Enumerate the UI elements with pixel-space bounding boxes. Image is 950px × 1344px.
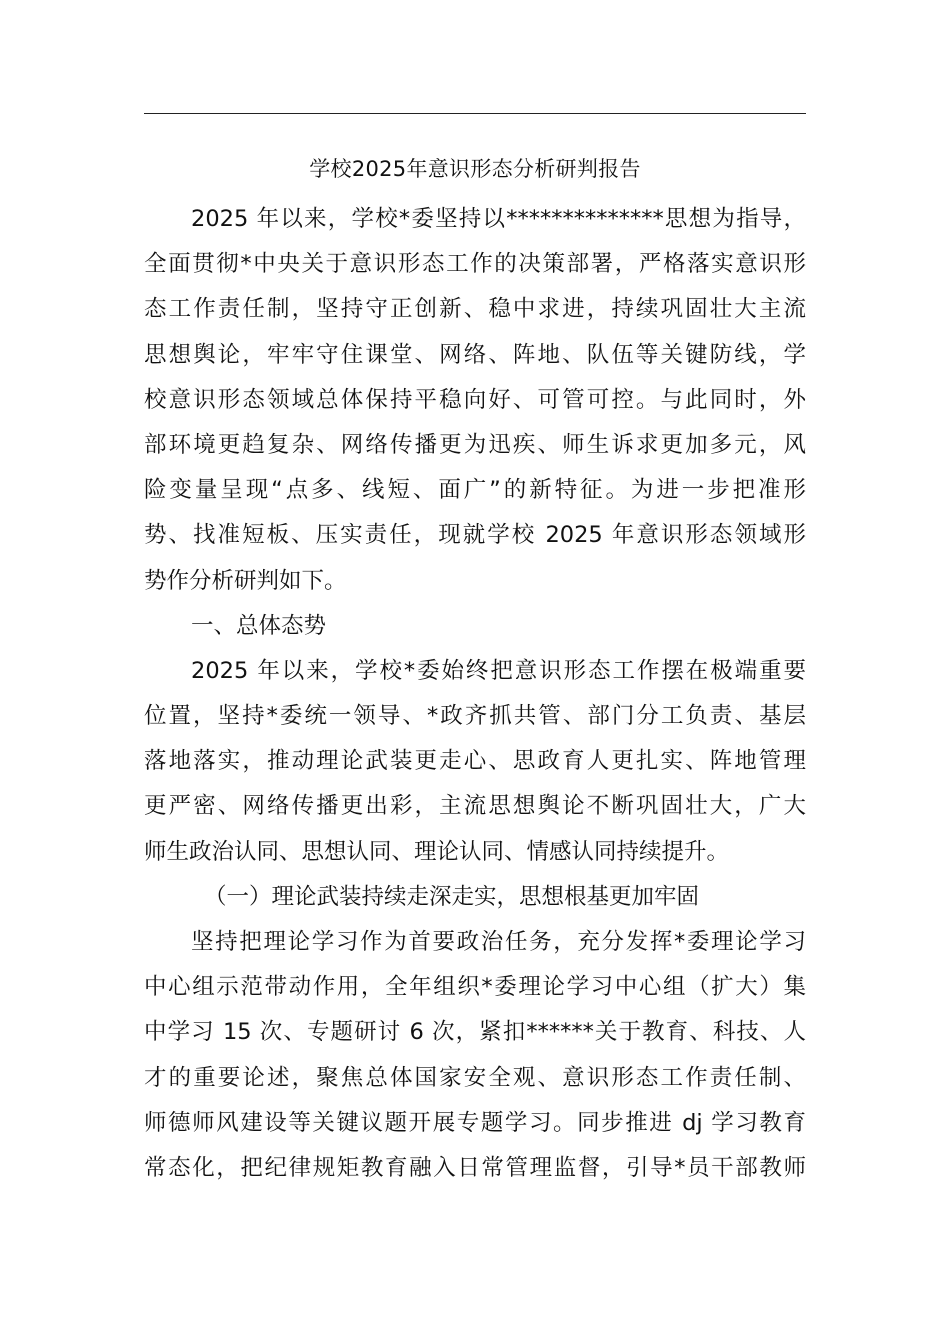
paragraph-line: 态工作责任制，坚持守正创新、稳中求进，持续巩固壮大主流 xyxy=(144,296,806,323)
paragraph-line: 势、找准短板、压实责任，现就学校 2025 年意识形态领域形 xyxy=(144,522,806,549)
subsection-heading: （一）理论武装持续走深走实，思想根基更加牢固 xyxy=(204,883,700,910)
section-heading: 一、总体态势 xyxy=(191,612,327,639)
paragraph-line: 更严密、网络传播更出彩，主流思想舆论不断巩固壮大，广大 xyxy=(144,793,806,820)
paragraph-line: 部环境更趋复杂、网络传播更为迅疾、师生诉求更加多元，风 xyxy=(144,431,806,458)
document-title: 学校2025年意识形态分析研判报告 xyxy=(309,157,641,181)
paragraph-line: 中心组示范带动作用，全年组织*委理论学习中心组（扩大）集 xyxy=(144,974,806,1001)
paragraph-line: 势作分析研判如下。 xyxy=(144,567,347,594)
paragraph-line: 中学习 15 次、专题研讨 6 次，紧扣******关于教育、科技、人 xyxy=(144,1019,806,1046)
paragraph-line: 才的重要论述，聚焦总体国家安全观、意识形态工作责任制、 xyxy=(144,1064,806,1091)
paragraph-line: 师德师风建设等关键议题开展专题学习。同步推进 dj 学习教育 xyxy=(144,1109,806,1136)
header-rule xyxy=(144,113,806,114)
paragraph-line: 位置，坚持*委统一领导、*政齐抓共管、部门分工负责、基层 xyxy=(144,703,806,730)
paragraph-line: 2025 年以来，学校*委始终把意识形态工作摆在极端重要 xyxy=(191,657,806,684)
paragraph-line: 全面贯彻*中央关于意识形态工作的决策部署，严格落实意识形 xyxy=(144,251,806,278)
paragraph-line: 落地落实，推动理论武装更走心、思政育人更扎实、阵地管理 xyxy=(144,748,806,775)
paragraph-line: 师生政治认同、思想认同、理论认同、情感认同持续提升。 xyxy=(144,838,730,865)
paragraph-line: 常态化，把纪律规矩教育融入日常管理监督，引导*员干部教师 xyxy=(144,1154,806,1181)
paragraph-line: 思想舆论，牢牢守住课堂、网络、阵地、队伍等关键防线，学 xyxy=(144,341,806,368)
paragraph-line: 校意识形态领域总体保持平稳向好、可管可控。与此同时，外 xyxy=(144,386,806,413)
paragraph-line: 坚持把理论学习作为首要政治任务，充分发挥*委理论学习 xyxy=(191,929,806,955)
paragraph-line: 险变量呈现“点多、线短、面广”的新特征。为进一步把准形 xyxy=(144,477,806,504)
paragraph-line: 2025 年以来，学校*委坚持以**************思想为指导， xyxy=(191,206,806,232)
document-body xyxy=(144,197,806,1191)
